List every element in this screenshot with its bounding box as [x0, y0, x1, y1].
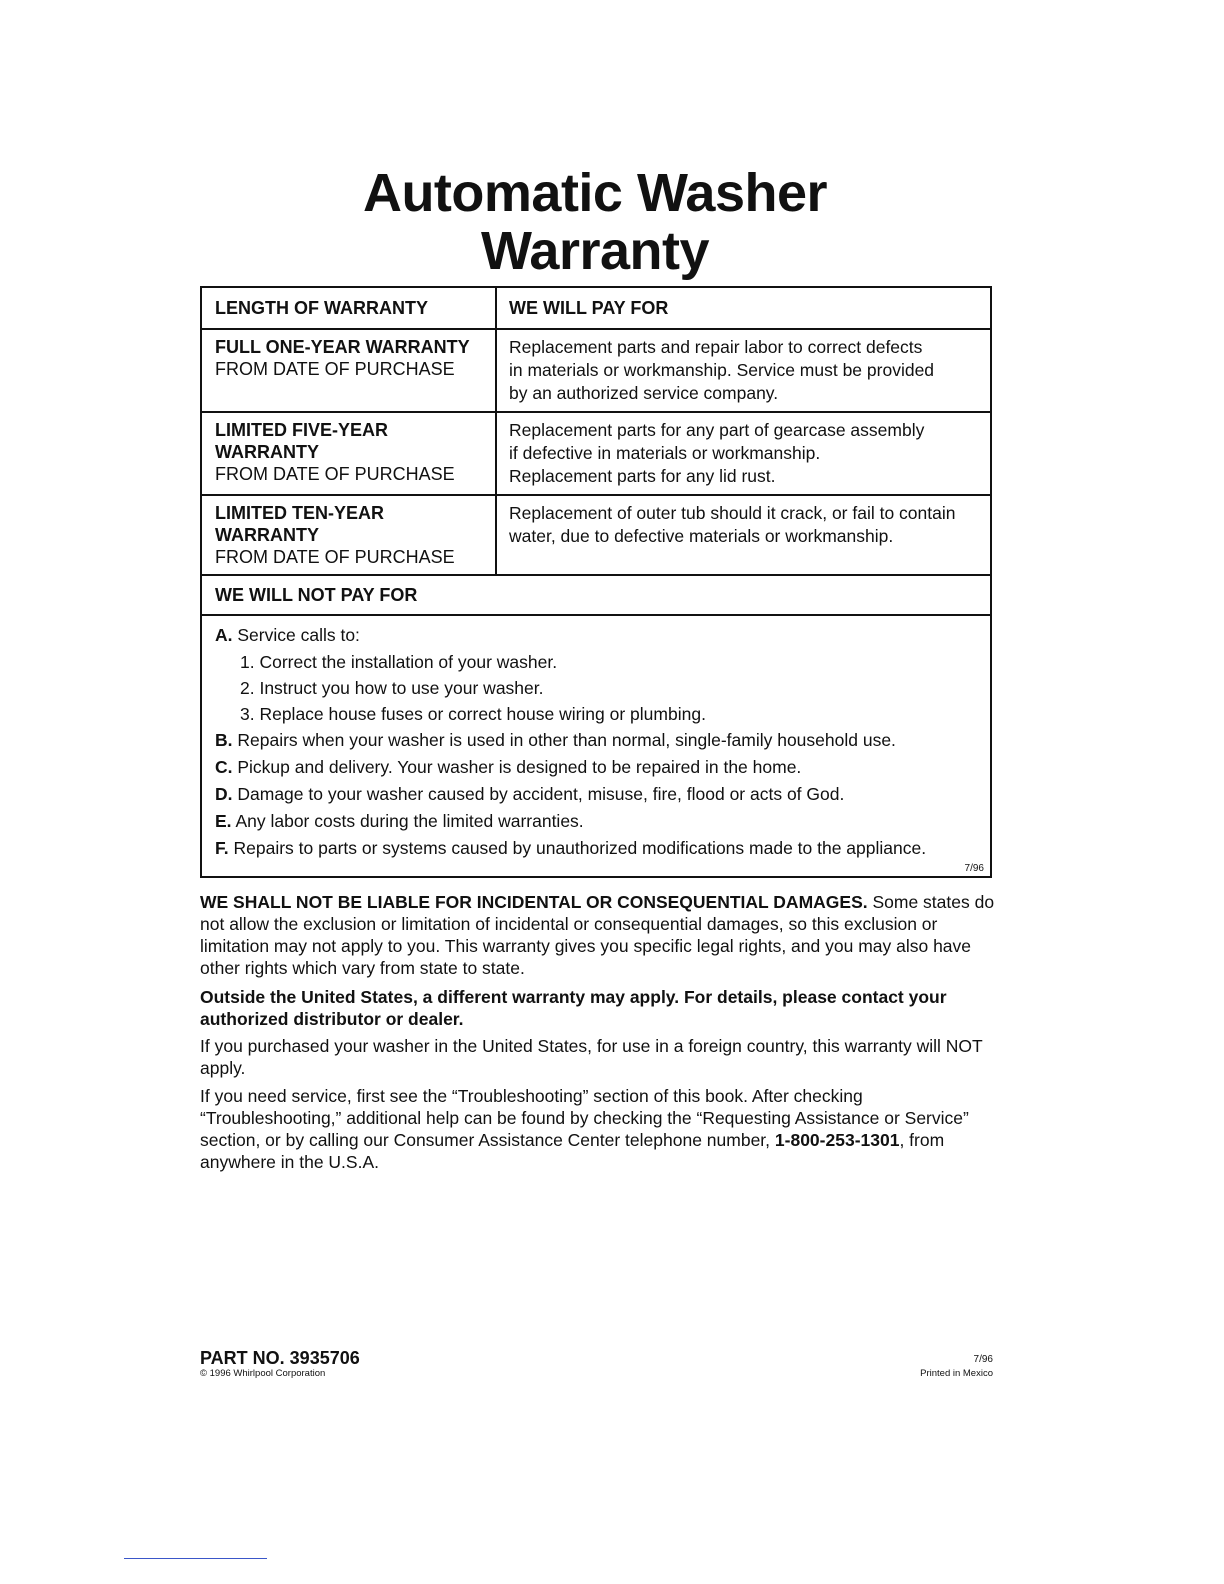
part-number: PART NO. 3935706 — [200, 1348, 360, 1368]
warranty-table — [200, 286, 992, 878]
warranty-term-from: FROM DATE OF PURCHASE — [215, 547, 455, 567]
warranty-term-title: FULL ONE-YEAR WARRANTY — [215, 337, 470, 357]
item-text: Repairs when your washer is used in other than normal, single-family household use. — [237, 730, 896, 750]
list-item — [215, 754, 977, 781]
warranty-term-from: FROM DATE OF PURCHASE — [215, 359, 455, 379]
table-row — [202, 413, 990, 496]
warranty-term-from: FROM DATE OF PURCHASE — [215, 464, 455, 484]
warranty-term — [202, 496, 497, 574]
liability-bold: WE SHALL NOT BE LIABLE FOR INCIDENTAL OR CONSEQUENTIAL DAMAGES. — [200, 892, 868, 912]
revision-date: 7/96 — [964, 863, 984, 874]
coverage-line: Replacement of outer tub should it crack, or fail to contain — [509, 503, 956, 523]
coverage-line: by an authorized service company. — [509, 383, 779, 403]
not-pay-list — [202, 616, 990, 876]
item-text: Service calls to: — [237, 625, 360, 645]
coverage-line: in materials or workmanship. Service must be provided — [509, 360, 935, 380]
item-letter: B. — [215, 730, 233, 750]
item-letter: E. — [215, 811, 232, 831]
warranty-term — [202, 413, 497, 494]
page-title-line-2: Warranty — [480, 221, 710, 281]
liability-text: Some states do not allow the exclusion or limitation of incidental or consequential damages, so this exclusion or limitation may not apply to you. This warranty gives you specific legal rights, and you may also have other rights which vary from state to state. — [200, 892, 995, 978]
header-length-of-warranty: LENGTH OF WARRANTY — [202, 288, 497, 328]
not-pay-heading: WE WILL NOT PAY FOR — [202, 576, 990, 616]
service-text: If you need service, first see the “Troubleshooting” section of this book. After checking “Troubleshooting,” additional help can be found by checking the “Requesting Assistance or Service” section, or by calling our Consumer Assistance Center telephone number, — [200, 1086, 969, 1150]
copyright: © 1996 Whirlpool Corporation — [200, 1368, 326, 1379]
item-letter: C. — [215, 757, 233, 777]
list-item — [215, 622, 977, 649]
warranty-term — [202, 330, 497, 411]
not-pay-section — [202, 576, 990, 876]
item-text: Pickup and delivery. Your washer is designed to be repaired in the home. — [237, 757, 802, 777]
coverage-line: if defective in materials or workmanship. — [509, 443, 821, 463]
item-text: Repairs to parts or systems caused by unauthorized modifications made to the appliance. — [233, 838, 927, 858]
printed-in: Printed in Mexico — [920, 1368, 993, 1379]
header-we-will-pay-for: WE WILL PAY FOR — [509, 298, 669, 318]
table-header-row — [202, 288, 990, 330]
warranty-coverage — [497, 413, 990, 494]
warranty-coverage — [497, 330, 990, 411]
coverage-line: Replacement parts for any lid rust. — [509, 466, 776, 486]
table-row — [202, 496, 990, 576]
outside-us-paragraph: Outside the United States, a different warranty may apply. For details, please contact your authorized distributor or dealer. — [200, 987, 947, 1029]
warranty-term-title: LIMITED TEN-YEAR — [215, 503, 384, 523]
warranty-coverage — [497, 496, 990, 574]
warranty-term-title: LIMITED FIVE-YEAR — [215, 420, 389, 440]
list-item — [215, 835, 977, 862]
table-row — [202, 330, 990, 413]
item-letter: D. — [215, 784, 233, 804]
warranty-term-title: WARRANTY — [215, 442, 319, 462]
service-text-end: , from anywhere in the U.S.A. — [200, 1130, 945, 1172]
page-title-line-1: Automatic Washer — [362, 163, 828, 223]
list-item — [215, 781, 977, 808]
item-text: Any labor costs during the limited warranties. — [235, 811, 584, 831]
list-subitem: 1. Correct the installation of your washer. — [240, 652, 558, 672]
footer-date: 7/96 — [973, 1354, 993, 1365]
item-letter: F. — [215, 838, 229, 858]
list-subitem: 3. Replace house fuses or correct house wiring or plumbing. — [240, 704, 706, 724]
coverage-line: water, due to defective materials or workmanship. — [509, 526, 894, 546]
bottom-rule — [124, 1558, 267, 1559]
foreign-use-paragraph: If you purchased your washer in the United States, for use in a foreign country, this warranty will NOT apply. — [200, 1036, 983, 1078]
list-item — [215, 727, 977, 754]
item-letter: A. — [215, 625, 233, 645]
phone-number: 1-800-253-1301 — [774, 1130, 900, 1150]
liability-paragraph — [200, 891, 1000, 979]
list-subitem: 2. Instruct you how to use your washer. — [240, 678, 544, 698]
service-paragraph — [200, 1085, 970, 1173]
list-item — [215, 808, 977, 835]
item-text: Damage to your washer caused by accident, misuse, fire, flood or acts of God. — [237, 784, 845, 804]
coverage-line: Replacement parts for any part of gearcase assembly — [509, 420, 925, 440]
warranty-term-title: WARRANTY — [215, 525, 319, 545]
coverage-line: Replacement parts and repair labor to correct defects — [509, 337, 923, 357]
